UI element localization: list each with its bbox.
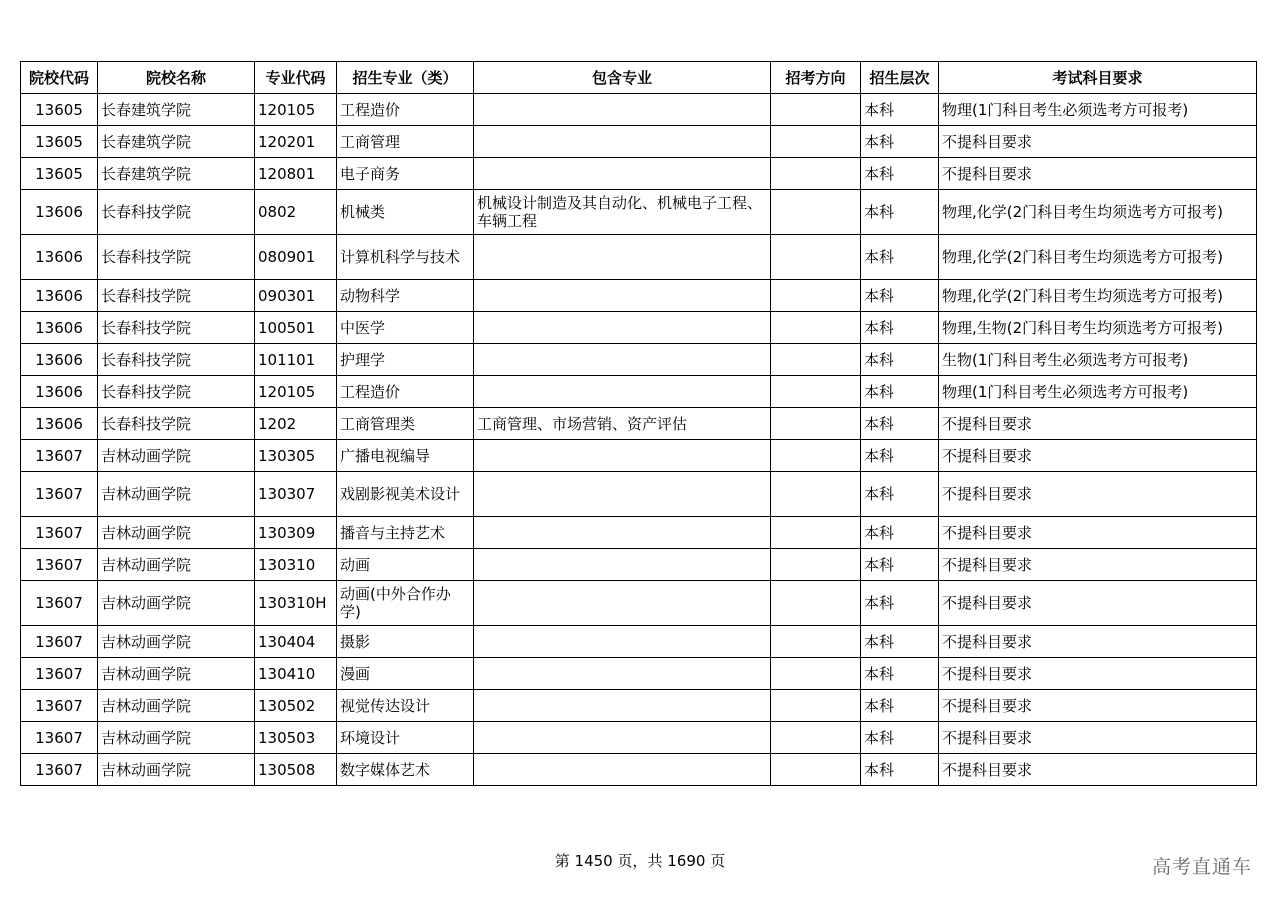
direction-cell (771, 754, 861, 786)
level-cell: 本科 (861, 472, 939, 517)
table-row (21, 722, 1257, 754)
requirement-cell: 物理,生物(2门科目考生均须选考方可报考) (939, 312, 1257, 344)
requirement-cell: 不提科目要求 (939, 690, 1257, 722)
major-cell: 机械类 (337, 190, 474, 235)
requirement-cell: 不提科目要求 (939, 126, 1257, 158)
direction-cell (771, 280, 861, 312)
requirement-cell: 不提科目要求 (939, 754, 1257, 786)
major-cell: 视觉传达设计 (337, 690, 474, 722)
major-cell: 电子商务 (337, 158, 474, 190)
major-cell: 工程造价 (337, 376, 474, 408)
level-cell: 本科 (861, 722, 939, 754)
major-cell: 动画 (337, 549, 474, 581)
school-code-cell: 13607 (21, 472, 98, 517)
requirement-cell: 物理,化学(2门科目考生均须选考方可报考) (939, 280, 1257, 312)
includes-cell (474, 235, 771, 280)
level-cell: 本科 (861, 94, 939, 126)
major-cell: 漫画 (337, 658, 474, 690)
header-includes: 包含专业 (474, 62, 771, 94)
direction-cell (771, 549, 861, 581)
requirement-cell: 不提科目要求 (939, 658, 1257, 690)
school-name-cell: 长春科技学院 (98, 312, 255, 344)
major-code-cell: 120201 (255, 126, 337, 158)
direction-cell (771, 472, 861, 517)
table-row (21, 549, 1257, 581)
includes-cell (474, 94, 771, 126)
table-row (21, 690, 1257, 722)
requirement-cell: 物理,化学(2门科目考生均须选考方可报考) (939, 190, 1257, 235)
table-row (21, 376, 1257, 408)
table-row (21, 626, 1257, 658)
school-code-cell: 13605 (21, 158, 98, 190)
school-code-cell: 13607 (21, 440, 98, 472)
school-code-cell: 13606 (21, 344, 98, 376)
school-name-cell: 长春科技学院 (98, 376, 255, 408)
includes-cell (474, 312, 771, 344)
requirement-cell: 生物(1门科目考生必须选考方可报考) (939, 344, 1257, 376)
major-code-cell: 130404 (255, 626, 337, 658)
direction-cell (771, 344, 861, 376)
table-row (21, 517, 1257, 549)
major-code-cell: 120105 (255, 94, 337, 126)
header-requirement: 考试科目要求 (939, 62, 1257, 94)
watermark: 高考直通车 (1151, 856, 1252, 878)
school-code-cell: 13607 (21, 517, 98, 549)
level-cell: 本科 (861, 440, 939, 472)
table-row (21, 581, 1257, 626)
major-code-cell: 130508 (255, 754, 337, 786)
header-major-code: 专业代码 (255, 62, 337, 94)
includes-cell (474, 754, 771, 786)
school-code-cell: 13606 (21, 190, 98, 235)
level-cell: 本科 (861, 376, 939, 408)
school-code-cell: 13606 (21, 376, 98, 408)
level-cell: 本科 (861, 581, 939, 626)
includes-cell (474, 549, 771, 581)
school-name-cell: 长春科技学院 (98, 235, 255, 280)
major-code-cell: 120105 (255, 376, 337, 408)
major-code-cell: 130310H (255, 581, 337, 626)
table-row (21, 280, 1257, 312)
school-name-cell: 吉林动画学院 (98, 517, 255, 549)
header-school-name: 院校名称 (98, 62, 255, 94)
major-cell: 戏剧影视美术设计 (337, 472, 474, 517)
school-code-cell: 13607 (21, 754, 98, 786)
direction-cell (771, 517, 861, 549)
direction-cell (771, 312, 861, 344)
school-name-cell: 长春建筑学院 (98, 94, 255, 126)
major-cell: 计算机科学与技术 (337, 235, 474, 280)
school-code-cell: 13606 (21, 235, 98, 280)
direction-cell (771, 658, 861, 690)
header-level: 招生层次 (861, 62, 939, 94)
table-row (21, 344, 1257, 376)
direction-cell (771, 190, 861, 235)
level-cell: 本科 (861, 312, 939, 344)
table-row (21, 312, 1257, 344)
header-direction: 招考方向 (771, 62, 861, 94)
level-cell: 本科 (861, 158, 939, 190)
major-cell: 摄影 (337, 626, 474, 658)
requirement-cell: 不提科目要求 (939, 626, 1257, 658)
level-cell: 本科 (861, 754, 939, 786)
includes-cell (474, 581, 771, 626)
level-cell: 本科 (861, 235, 939, 280)
table-row (21, 158, 1257, 190)
includes-cell (474, 690, 771, 722)
includes-cell (474, 658, 771, 690)
major-cell: 动画(中外合作办学) (337, 581, 474, 626)
table-row (21, 408, 1257, 440)
school-name-cell: 吉林动画学院 (98, 626, 255, 658)
school-code-cell: 13607 (21, 581, 98, 626)
major-cell: 工商管理类 (337, 408, 474, 440)
requirement-cell: 不提科目要求 (939, 440, 1257, 472)
includes-cell: 工商管理、市场营销、资产评估 (474, 408, 771, 440)
major-cell: 护理学 (337, 344, 474, 376)
requirement-cell: 物理,化学(2门科目考生均须选考方可报考) (939, 235, 1257, 280)
direction-cell (771, 235, 861, 280)
school-code-cell: 13606 (21, 408, 98, 440)
major-cell: 广播电视编导 (337, 440, 474, 472)
major-cell: 中医学 (337, 312, 474, 344)
school-name-cell: 吉林动画学院 (98, 549, 255, 581)
requirement-cell: 物理(1门科目考生必须选考方可报考) (939, 376, 1257, 408)
includes-cell (474, 280, 771, 312)
major-code-cell: 120801 (255, 158, 337, 190)
school-code-cell: 13605 (21, 126, 98, 158)
table-row (21, 472, 1257, 517)
major-code-cell: 130310 (255, 549, 337, 581)
school-code-cell: 13607 (21, 549, 98, 581)
includes-cell (474, 517, 771, 549)
includes-cell (474, 158, 771, 190)
major-cell: 播音与主持艺术 (337, 517, 474, 549)
school-name-cell: 长春科技学院 (98, 190, 255, 235)
school-code-cell: 13607 (21, 690, 98, 722)
level-cell: 本科 (861, 658, 939, 690)
table-row (21, 190, 1257, 235)
major-code-cell: 130305 (255, 440, 337, 472)
direction-cell (771, 126, 861, 158)
requirement-cell: 不提科目要求 (939, 549, 1257, 581)
page-number-footer: 第 1450 页，共 1690 页 (554, 852, 726, 870)
school-code-cell: 13607 (21, 722, 98, 754)
major-code-cell: 080901 (255, 235, 337, 280)
school-name-cell: 长春科技学院 (98, 280, 255, 312)
table-row (21, 126, 1257, 158)
major-cell: 工程造价 (337, 94, 474, 126)
school-code-cell: 13606 (21, 280, 98, 312)
school-code-cell: 13607 (21, 658, 98, 690)
requirement-cell: 不提科目要求 (939, 158, 1257, 190)
level-cell: 本科 (861, 408, 939, 440)
direction-cell (771, 440, 861, 472)
includes-cell (474, 626, 771, 658)
major-code-cell: 100501 (255, 312, 337, 344)
table-row (21, 94, 1257, 126)
school-name-cell: 吉林动画学院 (98, 722, 255, 754)
level-cell: 本科 (861, 517, 939, 549)
level-cell: 本科 (861, 126, 939, 158)
major-code-cell: 130309 (255, 517, 337, 549)
level-cell: 本科 (861, 280, 939, 312)
level-cell: 本科 (861, 626, 939, 658)
school-code-cell: 13605 (21, 94, 98, 126)
school-name-cell: 吉林动画学院 (98, 690, 255, 722)
includes-cell: 机械设计制造及其自动化、机械电子工程、车辆工程 (474, 190, 771, 235)
school-name-cell: 吉林动画学院 (98, 472, 255, 517)
direction-cell (771, 408, 861, 440)
school-name-cell: 长春建筑学院 (98, 126, 255, 158)
major-cell: 动物科学 (337, 280, 474, 312)
major-cell: 环境设计 (337, 722, 474, 754)
direction-cell (771, 722, 861, 754)
table-row (21, 754, 1257, 786)
school-name-cell: 吉林动画学院 (98, 581, 255, 626)
level-cell: 本科 (861, 690, 939, 722)
table-row (21, 440, 1257, 472)
major-code-cell: 130502 (255, 690, 337, 722)
direction-cell (771, 376, 861, 408)
includes-cell (474, 472, 771, 517)
major-code-cell: 0802 (255, 190, 337, 235)
includes-cell (474, 440, 771, 472)
school-code-cell: 13606 (21, 312, 98, 344)
major-code-cell: 130410 (255, 658, 337, 690)
table-row (21, 658, 1257, 690)
direction-cell (771, 690, 861, 722)
direction-cell (771, 158, 861, 190)
school-name-cell: 长春建筑学院 (98, 158, 255, 190)
requirement-cell: 不提科目要求 (939, 472, 1257, 517)
school-name-cell: 长春科技学院 (98, 344, 255, 376)
includes-cell (474, 722, 771, 754)
major-cell: 数字媒体艺术 (337, 754, 474, 786)
major-cell: 工商管理 (337, 126, 474, 158)
requirement-cell: 物理(1门科目考生必须选考方可报考) (939, 94, 1257, 126)
includes-cell (474, 376, 771, 408)
table-row (21, 235, 1257, 280)
level-cell: 本科 (861, 190, 939, 235)
major-code-cell: 090301 (255, 280, 337, 312)
direction-cell (771, 581, 861, 626)
major-code-cell: 130503 (255, 722, 337, 754)
includes-cell (474, 344, 771, 376)
requirement-cell: 不提科目要求 (939, 581, 1257, 626)
school-name-cell: 长春科技学院 (98, 408, 255, 440)
admission-table (20, 61, 1257, 786)
header-major: 招生专业（类） (337, 62, 474, 94)
requirement-cell: 不提科目要求 (939, 408, 1257, 440)
school-name-cell: 吉林动画学院 (98, 440, 255, 472)
requirement-cell: 不提科目要求 (939, 517, 1257, 549)
major-code-cell: 130307 (255, 472, 337, 517)
major-code-cell: 1202 (255, 408, 337, 440)
includes-cell (474, 126, 771, 158)
school-code-cell: 13607 (21, 626, 98, 658)
requirement-cell: 不提科目要求 (939, 722, 1257, 754)
header-row (21, 62, 1257, 94)
school-name-cell: 吉林动画学院 (98, 658, 255, 690)
direction-cell (771, 94, 861, 126)
level-cell: 本科 (861, 549, 939, 581)
major-code-cell: 101101 (255, 344, 337, 376)
direction-cell (771, 626, 861, 658)
level-cell: 本科 (861, 344, 939, 376)
school-name-cell: 吉林动画学院 (98, 754, 255, 786)
header-school-code: 院校代码 (21, 62, 98, 94)
